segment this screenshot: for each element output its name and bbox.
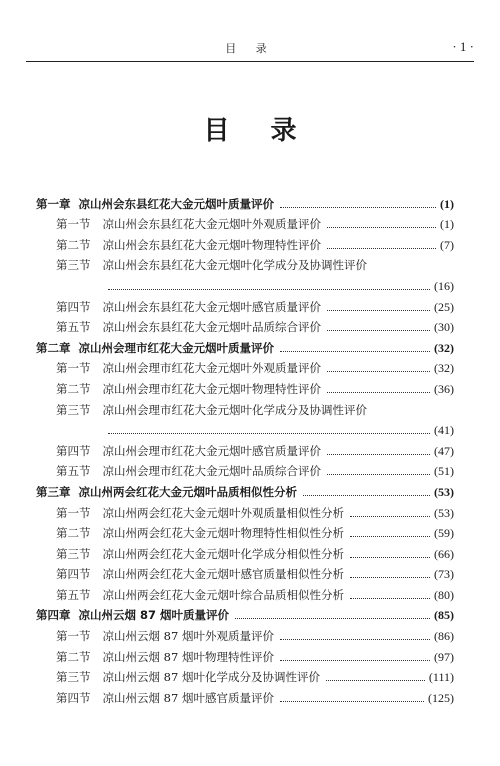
dot-leader: [280, 701, 424, 702]
section-page: (32): [434, 361, 454, 376]
dot-leader: [327, 392, 430, 393]
toc-section-entry[interactable]: [36, 438, 454, 459]
section-label: 第三节: [56, 546, 91, 561]
toc-section-entry[interactable]: [36, 644, 454, 665]
toc-chapter-entry[interactable]: [36, 335, 454, 356]
section-label: 第一节: [56, 217, 91, 232]
section-label: 第四节: [56, 690, 91, 705]
dot-leader: [280, 351, 430, 352]
dot-leader: [235, 618, 430, 619]
section-title: 凉山州会东县红花大金元烟叶化学成分及协调性评价: [102, 258, 367, 273]
section-page: (59): [434, 526, 454, 541]
section-label: 第一节: [56, 629, 91, 644]
toc-section-entry[interactable]: [36, 459, 454, 480]
section-page: (80): [434, 587, 454, 602]
section-page: (16): [434, 278, 454, 293]
section-label: 第五节: [56, 320, 91, 335]
chapter-page: (85): [434, 608, 454, 623]
section-page: (41): [434, 423, 454, 438]
section-page: (86): [434, 629, 454, 644]
section-title: 凉山州会理市红花大金元烟叶感官质量评价: [102, 443, 321, 458]
page-title: 目 录: [203, 116, 313, 146]
dot-leader: [280, 660, 430, 661]
section-label: 第一节: [56, 361, 91, 376]
section-title: 凉山州两会红花大金元烟叶综合品质相似性分析: [102, 587, 344, 602]
dot-leader: [350, 557, 430, 558]
section-title: 凉山州会理市红花大金元烟叶化学成分及协调性评价: [102, 402, 367, 417]
section-page: (111): [428, 670, 454, 685]
section-label: 第三节: [56, 402, 91, 417]
section-title: 凉山州云烟 87 烟叶感官质量评价: [102, 690, 274, 705]
section-label: 第四节: [56, 567, 91, 582]
section-label: 第二节: [56, 237, 91, 252]
toc-section-entry[interactable]: [36, 665, 454, 686]
dot-leader: [280, 639, 430, 640]
section-page: (47): [434, 443, 454, 458]
toc-section-entry[interactable]: [36, 253, 454, 274]
dot-leader: [327, 330, 430, 331]
dot-leader: [350, 536, 430, 537]
section-page: (25): [434, 299, 454, 314]
section-title: 凉山州两会红花大金元烟叶化学成分相似性分析: [102, 546, 344, 561]
section-page: (97): [434, 649, 454, 664]
dot-leader: [327, 227, 436, 228]
dot-leader: [108, 433, 430, 434]
toc-section-entry[interactable]: [36, 562, 454, 583]
section-page: (51): [434, 464, 454, 479]
toc-section-entry[interactable]: [36, 541, 454, 562]
dot-leader: [327, 474, 430, 475]
section-page: (36): [434, 381, 454, 396]
table-of-contents: [36, 191, 454, 706]
toc-section-entry[interactable]: [36, 212, 454, 233]
dot-leader: [327, 454, 430, 455]
section-title: 凉山州会东县红花大金元烟叶物理特性评价: [102, 237, 321, 252]
running-header: [26, 40, 474, 60]
section-label: 第一节: [56, 505, 91, 520]
chapter-title: 凉山州会理市红花大金元烟叶质量评价: [78, 340, 274, 355]
section-title: 凉山州会东县红花大金元烟叶外观质量评价: [102, 217, 321, 232]
section-page: (7): [440, 237, 454, 252]
section-title: 凉山州两会红花大金元烟叶物理特性相似性分析: [102, 526, 344, 541]
toc-section-continuation: [36, 418, 454, 439]
toc-section-entry[interactable]: [36, 356, 454, 377]
section-title: 凉山州两会红花大金元烟叶外观质量相似性分析: [102, 505, 344, 520]
section-label: 第二节: [56, 526, 91, 541]
section-page: (53): [434, 505, 454, 520]
toc-chapter-entry[interactable]: [36, 603, 454, 624]
section-title: 凉山州云烟 87 烟叶外观质量评价: [102, 629, 274, 644]
section-title: 凉山州会理市红花大金元烟叶物理特性评价: [102, 381, 321, 396]
chapter-label: 第一章: [36, 196, 71, 211]
chapter-page: (1): [440, 196, 454, 211]
section-label: 第三节: [56, 258, 91, 273]
toc-chapter-entry[interactable]: [36, 479, 454, 500]
header-rule: [26, 61, 474, 62]
toc-section-entry[interactable]: [36, 315, 454, 336]
toc-section-entry[interactable]: [36, 376, 454, 397]
section-label: 第四节: [56, 443, 91, 458]
section-label: 第五节: [56, 587, 91, 602]
toc-section-entry[interactable]: [36, 294, 454, 315]
dot-leader: [327, 248, 436, 249]
section-title: 凉山州云烟 87 烟叶化学成分及协调性评价: [102, 670, 320, 685]
dot-leader: [326, 680, 425, 681]
dot-leader: [350, 516, 430, 517]
chapter-title: 凉山州两会红花大金元烟叶品质相似性分析: [78, 484, 297, 499]
dot-leader: [350, 598, 430, 599]
section-page: (66): [434, 546, 454, 561]
dot-leader: [303, 495, 430, 496]
toc-section-continuation: [36, 273, 454, 294]
toc-section-entry[interactable]: [36, 232, 454, 253]
dot-leader: [327, 371, 430, 372]
section-label: 第五节: [56, 464, 91, 479]
section-label: 第三节: [56, 670, 91, 685]
section-label: 第二节: [56, 381, 91, 396]
chapter-title: 凉山州会东县红花大金元烟叶质量评价: [78, 196, 274, 211]
chapter-label: 第三章: [36, 484, 71, 499]
toc-section-entry[interactable]: [36, 582, 454, 603]
dot-leader: [327, 310, 430, 311]
toc-section-entry[interactable]: [36, 685, 454, 706]
toc-section-entry[interactable]: [36, 500, 454, 521]
section-page: (73): [434, 567, 454, 582]
running-title: 目 录: [225, 42, 275, 55]
section-title: 凉山州会理市红花大金元烟叶外观质量评价: [102, 361, 321, 376]
dot-leader: [280, 207, 436, 208]
section-title: 凉山州会理市红花大金元烟叶品质综合评价: [102, 464, 321, 479]
dot-leader: [350, 577, 430, 578]
section-label: 第四节: [56, 299, 91, 314]
section-page: (30): [434, 320, 454, 335]
chapter-page: (53): [434, 484, 454, 499]
dot-leader: [108, 289, 430, 290]
toc-section-entry[interactable]: [36, 623, 454, 644]
toc-section-entry[interactable]: [36, 397, 454, 418]
section-title: 凉山州会东县红花大金元烟叶品质综合评价: [102, 320, 321, 335]
section-page: (125): [428, 690, 454, 705]
chapter-label: 第四章: [36, 608, 71, 623]
section-title: 凉山州两会红花大金元烟叶感官质量相似性分析: [102, 567, 344, 582]
toc-section-entry[interactable]: [36, 521, 454, 542]
toc-chapter-entry[interactable]: [36, 191, 454, 212]
section-title: 凉山州会东县红花大金元烟叶感官质量评价: [102, 299, 321, 314]
section-page: (1): [440, 217, 454, 232]
chapter-page: (32): [434, 340, 454, 355]
chapter-title: 凉山州云烟 87 烟叶质量评价: [78, 608, 230, 623]
chapter-label: 第二章: [36, 340, 71, 355]
page-number: · 1 ·: [452, 39, 474, 54]
section-label: 第二节: [56, 649, 91, 664]
section-title: 凉山州云烟 87 烟叶物理特性评价: [102, 649, 274, 664]
